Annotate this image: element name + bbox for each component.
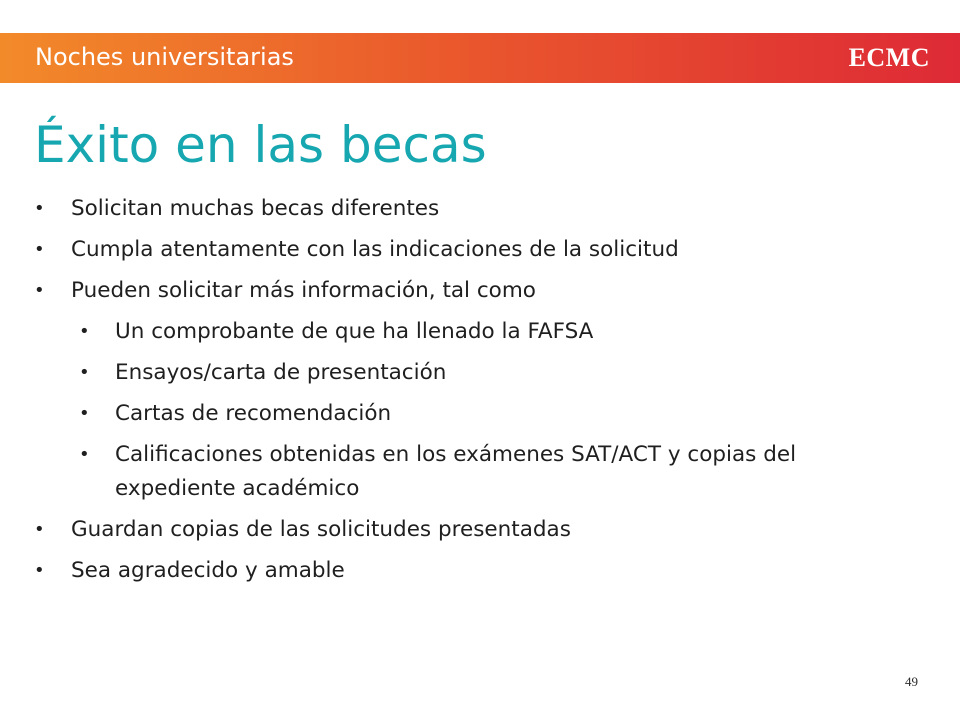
sub-bullet-item	[34, 438, 914, 506]
bullet-dot-icon: •	[34, 519, 45, 540]
bullet-dot-icon: •	[34, 560, 45, 581]
bullet-dot-icon: •	[79, 403, 90, 424]
bullet-text: Guardan copias de las solicitudes presentadas	[71, 517, 571, 542]
bullet-dot-icon: •	[34, 280, 45, 301]
bullet-dot-icon: •	[34, 239, 45, 260]
slide-title: Éxito en las becas	[34, 116, 487, 174]
brand-logo: ECMC	[848, 43, 930, 72]
bullet-text: Calificaciones obtenidas en los exámenes SAT/ACT y copias del expediente académico	[115, 442, 797, 501]
header-banner	[0, 33, 960, 83]
sub-bullet-item	[34, 397, 914, 431]
bullet-text: Cartas de recomendación	[115, 401, 392, 426]
bullet-dot-icon: •	[79, 362, 90, 383]
bullet-item	[34, 513, 914, 547]
bullet-dot-icon: •	[34, 198, 45, 219]
bullet-text: Cumpla atentamente con las indicaciones de la solicitud	[71, 237, 679, 262]
sub-bullet-item	[34, 315, 914, 349]
bullet-text: Ensayos/carta de presentación	[115, 360, 447, 385]
bullet-dot-icon: •	[79, 444, 90, 465]
header-subtitle: Noches universitarias	[35, 43, 294, 71]
bullet-list	[34, 192, 914, 595]
bullet-text: Pueden solicitar más información, tal como	[71, 278, 536, 303]
page-number: 49	[905, 674, 918, 689]
sub-bullet-item	[34, 356, 914, 390]
bullet-text: Sea agradecido y amable	[71, 558, 345, 583]
bullet-dot-icon: •	[79, 321, 90, 342]
bullet-text: Un comprobante de que ha llenado la FAFSA	[115, 319, 594, 344]
bullet-item	[34, 274, 914, 308]
bullet-text: Solicitan muchas becas diferentes	[71, 196, 440, 221]
bullet-item	[34, 192, 914, 226]
bullet-item	[34, 554, 914, 588]
bullet-item	[34, 233, 914, 267]
